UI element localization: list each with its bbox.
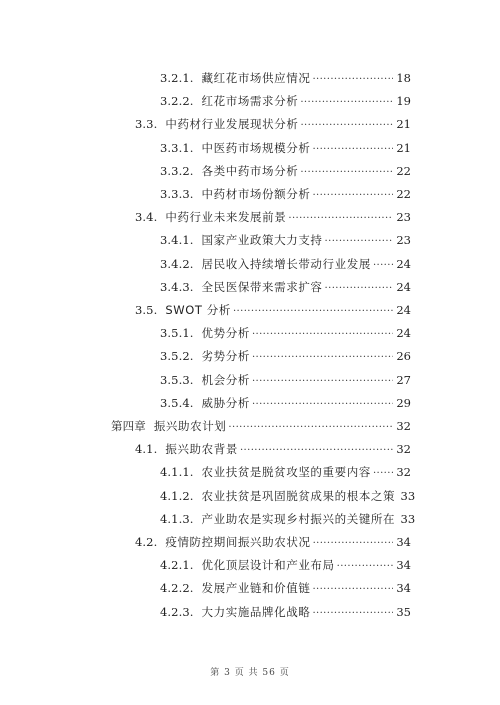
toc-entry-number: 第四章 [111, 419, 146, 433]
toc-entry-page: 21 [396, 117, 411, 131]
toc-entry-page: 22 [396, 187, 411, 201]
toc-dot-leader [337, 557, 393, 573]
toc-entry-number: 4.1.1. [160, 465, 194, 479]
toc-dot-leader [300, 163, 393, 179]
toc-entry-number: 3.4.3. [160, 280, 194, 294]
toc-entry-number: 3.4.1. [160, 233, 194, 247]
toc-entry-page: 24 [396, 280, 411, 294]
toc-entry[interactable] [160, 602, 411, 620]
toc-entry-page: 32 [396, 442, 411, 456]
toc-entry[interactable] [160, 230, 411, 248]
toc-entry-title: 中医药市场规模分析 [201, 141, 311, 155]
toc-entry[interactable] [160, 161, 411, 179]
toc-entry-page: 34 [396, 558, 411, 572]
toc-dot-leader [233, 302, 393, 318]
toc-entry-page: 27 [396, 373, 411, 387]
toc-entry-number: 3.3. [135, 117, 158, 131]
toc-entry[interactable] [160, 323, 411, 341]
toc-entry-number: 3.4.2. [160, 257, 194, 271]
toc-entry-page: 24 [396, 326, 411, 340]
toc-entry-page: 23 [396, 210, 411, 224]
toc-entry-title: 全民医保带来需求扩容 [201, 280, 323, 294]
toc-entry-page: 32 [396, 465, 411, 479]
toc-entry[interactable] [160, 254, 411, 272]
toc-entry-page: 33 [400, 489, 416, 503]
toc-entry-title: 各类中药市场分析 [201, 164, 299, 178]
toc-entry-number: 3.5.3. [160, 373, 194, 387]
toc-entry-number: 3.5.4. [160, 396, 194, 410]
toc-dot-leader [373, 464, 393, 480]
toc-entry[interactable] [135, 207, 411, 225]
toc-dot-leader [252, 395, 393, 411]
toc-entry[interactable] [135, 300, 411, 318]
toc-dot-leader [252, 348, 393, 364]
toc-entry-page: 24 [396, 257, 411, 271]
toc-entry[interactable] [160, 68, 411, 86]
toc-entry[interactable] [160, 509, 416, 527]
toc-entry-page: 18 [396, 71, 411, 85]
toc-entry[interactable] [160, 346, 411, 364]
toc-entry-page: 29 [396, 396, 411, 410]
toc-dot-leader [288, 209, 393, 225]
toc-entry-number: 4.2.3. [160, 605, 194, 619]
toc-entry-number: 3.4. [135, 210, 158, 224]
toc-dot-leader [228, 418, 393, 434]
toc-entry[interactable] [160, 91, 411, 109]
toc-entry-number: 3.2.2. [160, 94, 194, 108]
toc-dot-leader [325, 279, 393, 295]
toc-entry-number: 3.2.1. [160, 71, 194, 85]
toc-dot-leader [373, 256, 393, 272]
toc-dot-leader [312, 580, 393, 596]
toc-entry-page: 26 [396, 349, 411, 363]
toc-entry-page: 19 [396, 94, 411, 108]
toc-entry-page: 21 [396, 141, 411, 155]
toc-entry-page: 33 [400, 512, 416, 526]
toc-entry[interactable] [160, 138, 411, 156]
toc-dot-leader [325, 232, 393, 248]
toc-entry-number: 3.5.2. [160, 349, 194, 363]
toc-entry[interactable] [160, 184, 411, 202]
toc-entry[interactable] [160, 462, 411, 480]
toc-entry[interactable] [160, 486, 416, 504]
toc-entry-title: 劣势分析 [201, 349, 250, 363]
toc-entry-title: 藏红花市场供应情况 [201, 71, 311, 85]
toc-dot-leader [240, 441, 393, 457]
toc-dot-leader [300, 93, 393, 109]
toc-entry-number: 3.5.1. [160, 326, 194, 340]
toc-entry-title: 居民收入持续增长带动行业发展 [201, 257, 371, 271]
toc-entry-title: 发展产业链和价值链 [201, 581, 311, 595]
toc-entry-number: 3.3.2. [160, 164, 194, 178]
toc-entry-page: 23 [396, 233, 411, 247]
toc-entry-page: 34 [396, 535, 411, 549]
toc-entry-title: 大力实施品牌化战略 [201, 605, 311, 619]
toc-entry-number: 4.2.1. [160, 558, 194, 572]
toc-dot-leader [313, 534, 393, 550]
toc-entry-number: 3.3.1. [160, 141, 194, 155]
toc-entry-page: 22 [396, 164, 411, 178]
toc-dot-leader [312, 604, 393, 620]
toc-entry-number: 4.2. [135, 535, 158, 549]
toc-entry-title: 产业助农是实现乡村振兴的关键所在 [201, 512, 396, 526]
toc-entry-title: 中药行业未来发展前景 [165, 210, 287, 224]
toc-dot-leader [312, 140, 393, 156]
toc-entry-page: 34 [396, 581, 411, 595]
toc-entry-title: 振兴助农计划 [153, 419, 227, 433]
toc-entry-title: 优势分析 [201, 326, 250, 340]
toc-entry[interactable] [160, 277, 411, 295]
toc-entry-page: 24 [396, 303, 411, 317]
toc-entry[interactable] [135, 439, 411, 457]
toc-dot-leader [312, 70, 393, 86]
toc-entry-title: 红花市场需求分析 [201, 94, 299, 108]
toc-entry-number: 3.5. [135, 303, 158, 317]
toc-entry[interactable] [160, 370, 411, 388]
toc-entry[interactable] [135, 532, 411, 550]
toc-entry[interactable] [160, 393, 411, 411]
toc-entry[interactable] [111, 416, 411, 434]
toc-entry-title: SWOT 分析 [165, 303, 231, 317]
toc-entry-title: 农业扶贫是巩固脱贫成果的根本之策 [201, 489, 396, 503]
toc-entry-title: 农业扶贫是脱贫攻坚的重要内容 [201, 465, 371, 479]
toc-entry[interactable] [135, 114, 411, 132]
toc-entry[interactable] [160, 578, 411, 596]
page-footer: 第 3 页 共 56 页 [210, 668, 290, 678]
toc-entry-page: 32 [396, 419, 411, 433]
toc-entry-title: 威胁分析 [201, 396, 250, 410]
toc-entry-number: 4.1. [135, 442, 158, 456]
toc-dot-leader [300, 116, 393, 132]
toc-entry-number: 3.3.3. [160, 187, 194, 201]
toc-entry-number: 4.2.2. [160, 581, 194, 595]
toc-dot-leader [252, 325, 393, 341]
toc-entry-title: 振兴助农背景 [165, 442, 238, 456]
toc-entry-title: 机会分析 [201, 373, 250, 387]
toc-entry-title: 国家产业政策大力支持 [201, 233, 323, 247]
toc-entry-title: 中药材市场份额分析 [201, 187, 311, 201]
toc-entry-title: 疫情防控期间振兴助农状况 [165, 535, 311, 549]
toc-entry-page: 35 [396, 605, 411, 619]
toc-dot-leader [312, 186, 393, 202]
toc-entry-number: 4.1.3. [160, 512, 194, 526]
toc-entry-title: 优化顶层设计和产业布局 [201, 558, 335, 572]
toc-entry-number: 4.1.2. [160, 489, 194, 503]
toc-dot-leader [252, 372, 393, 388]
toc-entry-title: 中药材行业发展现状分析 [165, 117, 299, 131]
toc-entry[interactable] [160, 555, 411, 573]
